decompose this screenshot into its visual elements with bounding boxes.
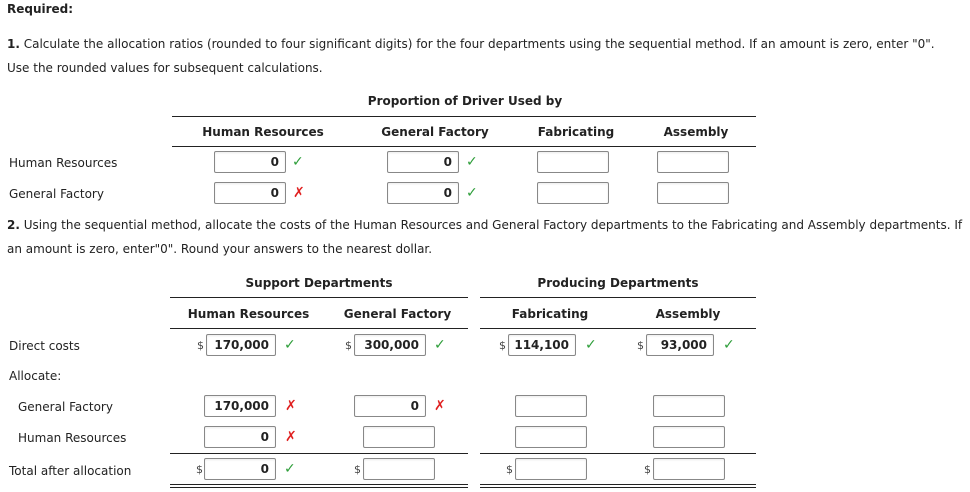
t1-hr-human-resources-input[interactable]: 0	[214, 151, 286, 173]
question-2-text-line2: an amount is zero, enter"0". Round your answers to the nearest dollar.	[7, 242, 433, 256]
table1-col-general-factory: General Factory	[381, 125, 489, 139]
total-assembly-input[interactable]	[653, 458, 725, 480]
total-fabricating-input[interactable]	[515, 458, 587, 480]
dollar-sign: $	[354, 463, 361, 476]
table1-header-rule	[172, 146, 756, 147]
row-label-human-resources: Human Resources	[18, 431, 127, 445]
correct-check-icon: ✓	[292, 154, 304, 170]
table2-producing-double-rule-1	[480, 484, 756, 485]
table2-support-header-rule	[170, 328, 468, 329]
question-1-text-line2: Use the rounded values for subsequent calculations.	[7, 61, 323, 75]
correct-check-icon: ✓	[585, 337, 597, 353]
direct-costs-fabricating-input[interactable]: 114,100	[508, 334, 576, 356]
dollar-sign: $	[196, 463, 203, 476]
row-label-allocate: Allocate:	[9, 369, 62, 383]
alloc-gf-assembly-input[interactable]	[653, 395, 725, 417]
table2-producing-rule	[480, 297, 756, 298]
alloc-gf-general-factory-input[interactable]: 0	[354, 395, 426, 417]
table2-producing-double-rule-2	[480, 487, 756, 488]
table2-group-support: Support Departments	[245, 276, 393, 290]
incorrect-x-icon: ✗	[285, 398, 297, 414]
table1-col-fabricating: Fabricating	[537, 125, 615, 139]
correct-check-icon: ✓	[284, 337, 296, 353]
table2-producing-total-rule	[480, 453, 756, 454]
table2-col-general-factory: General Factory	[343, 307, 452, 321]
table2-col-assembly: Assembly	[655, 307, 721, 321]
incorrect-x-icon: ✗	[285, 429, 297, 445]
correct-check-icon: ✓	[466, 154, 478, 170]
table2-group-producing: Producing Departments	[537, 276, 699, 290]
row-label-general-factory: General Factory	[18, 400, 113, 414]
table1-row-label-general-factory: General Factory	[9, 187, 104, 201]
correct-check-icon: ✓	[723, 337, 735, 353]
direct-costs-general-factory-input[interactable]: 300,000	[354, 334, 426, 356]
question-1-instructions: Calculate the allocation ratios (rounded to four significant digits) for the four departments using the sequential method. If an amount is zero, enter "0".	[19, 37, 935, 51]
total-human-resources-input[interactable]: 0	[204, 458, 276, 480]
table1-row-label-human-resources: Human Resources	[9, 156, 118, 170]
table1-col-human-resources: Human Resources	[202, 125, 324, 139]
table2-col-fabricating: Fabricating	[511, 307, 589, 321]
table2-support-double-rule-1	[170, 484, 468, 485]
dollar-sign: $	[345, 339, 352, 352]
row-label-direct-costs: Direct costs	[9, 339, 80, 353]
table2-support-rule	[170, 297, 468, 298]
t1-gf-assembly-input[interactable]	[657, 182, 729, 204]
correct-check-icon: ✓	[466, 185, 478, 201]
direct-costs-human-resources-input[interactable]: 170,000	[206, 334, 276, 356]
t1-hr-fabricating-input[interactable]	[537, 151, 609, 173]
question-2-number: 2.	[7, 218, 20, 232]
table1-col-assembly: Assembly	[663, 125, 729, 139]
t1-hr-general-factory-input[interactable]: 0	[387, 151, 459, 173]
alloc-hr-assembly-input[interactable]	[653, 426, 725, 448]
total-general-factory-input[interactable]	[363, 458, 435, 480]
t1-hr-assembly-input[interactable]	[657, 151, 729, 173]
table2-support-double-rule-2	[170, 487, 468, 488]
question-1-text	[7, 37, 935, 51]
dollar-sign: $	[637, 339, 644, 352]
alloc-hr-general-factory-input[interactable]	[363, 426, 435, 448]
incorrect-x-icon: ✗	[434, 398, 446, 414]
dollar-sign: $	[644, 463, 651, 476]
alloc-hr-human-resources-input[interactable]: 0	[204, 426, 276, 448]
t1-gf-human-resources-input[interactable]: 0	[214, 182, 286, 204]
alloc-gf-fabricating-input[interactable]	[515, 395, 587, 417]
table1-group-header: Proportion of Driver Used by	[367, 94, 563, 108]
table2-producing-header-rule	[480, 328, 756, 329]
table2-col-human-resources: Human Resources	[187, 307, 310, 321]
table2-support-total-rule	[170, 453, 468, 454]
correct-check-icon: ✓	[284, 461, 296, 477]
dollar-sign: $	[197, 339, 204, 352]
alloc-gf-human-resources-input[interactable]: 170,000	[204, 395, 276, 417]
question-1-number: 1.	[7, 37, 20, 51]
correct-check-icon: ✓	[434, 337, 446, 353]
question-2-text	[7, 218, 962, 232]
table1-top-rule	[172, 116, 756, 117]
alloc-hr-fabricating-input[interactable]	[515, 426, 587, 448]
direct-costs-assembly-input[interactable]: 93,000	[646, 334, 714, 356]
dollar-sign: $	[506, 463, 513, 476]
t1-gf-fabricating-input[interactable]	[537, 182, 609, 204]
row-label-total-after-allocation: Total after allocation	[9, 464, 132, 478]
t1-gf-general-factory-input[interactable]: 0	[387, 182, 459, 204]
dollar-sign: $	[499, 339, 506, 352]
required-heading: Required:	[7, 2, 74, 16]
incorrect-x-icon: ✗	[293, 185, 305, 201]
question-2-instructions: Using the sequential method, allocate the costs of the Human Resources and General Factory departments to the Fabricating and Assembly departments. If	[19, 218, 963, 232]
